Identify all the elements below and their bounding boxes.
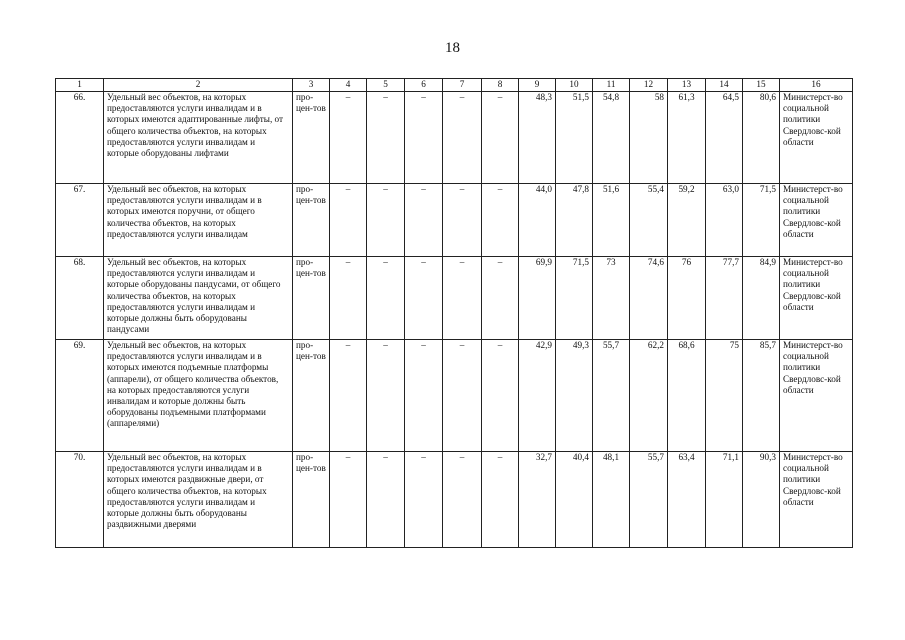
- column-header: 9: [519, 79, 556, 92]
- year-value-cell: 55,4: [630, 184, 668, 257]
- column-header: 1: [56, 79, 104, 92]
- table-row: [56, 340, 853, 452]
- year-value-cell: 54,8: [593, 92, 630, 184]
- empty-year-cell: –: [367, 184, 405, 257]
- empty-year-cell: –: [330, 92, 367, 184]
- empty-year-cell: –: [330, 340, 367, 452]
- column-header: 5: [367, 79, 405, 92]
- year-value-cell: 32,7: [519, 452, 556, 548]
- year-value-cell: 71,1: [706, 452, 743, 548]
- year-value-cell: 55,7: [593, 340, 630, 452]
- year-value-cell: 69,9: [519, 257, 556, 340]
- year-value-cell: 73: [593, 257, 630, 340]
- empty-year-cell: –: [405, 92, 443, 184]
- responsible-organization: Министерст-во социальной политики Свердловс-кой области: [780, 340, 853, 452]
- column-header: 3: [293, 79, 330, 92]
- column-header: 7: [443, 79, 482, 92]
- responsible-organization: Министерст-во социальной политики Свердловс-кой области: [780, 184, 853, 257]
- year-value-cell: 63,4: [668, 452, 706, 548]
- column-header: 12: [630, 79, 668, 92]
- year-value-cell: 77,7: [706, 257, 743, 340]
- empty-year-cell: –: [367, 340, 405, 452]
- column-header: 8: [482, 79, 519, 92]
- table-row: [56, 257, 853, 340]
- unit-cell: про-цен-тов: [293, 452, 330, 548]
- year-value-cell: 68,6: [668, 340, 706, 452]
- empty-year-cell: –: [405, 184, 443, 257]
- unit-cell: про-цен-тов: [293, 184, 330, 257]
- year-value-cell: 75: [706, 340, 743, 452]
- column-number-row: [56, 79, 853, 92]
- responsible-organization: Министерст-во социальной политики Свердловс-кой области: [780, 92, 853, 184]
- year-value-cell: 58: [630, 92, 668, 184]
- column-header: 13: [668, 79, 706, 92]
- row-number: 69.: [56, 340, 104, 452]
- row-number: 66.: [56, 92, 104, 184]
- indicator-description: Удельный вес объектов, на которых предоставляются услуги инвалидам и в которых имеются раздвижные двери, от общего количества объектов, на которых предоставляются услуги инвалидам и которые должны быть оборудованы раздвижными дверями: [104, 452, 293, 548]
- empty-year-cell: –: [443, 92, 482, 184]
- year-value-cell: 40,4: [556, 452, 593, 548]
- empty-year-cell: –: [443, 257, 482, 340]
- table-row: [56, 184, 853, 257]
- empty-year-cell: –: [443, 184, 482, 257]
- year-value-cell: 48,1: [593, 452, 630, 548]
- year-value-cell: 62,2: [630, 340, 668, 452]
- indicator-description: Удельный вес объектов, на которых предоставляются услуги инвалидам и в которых имеются подъемные платформы (аппарели), от общего количества объектов, на которых предоставляются услуги инвалидам и которые должны быть оборудованы подъемными платформами (аппарелями): [104, 340, 293, 452]
- empty-year-cell: –: [405, 257, 443, 340]
- empty-year-cell: –: [482, 452, 519, 548]
- column-header: 2: [104, 79, 293, 92]
- empty-year-cell: –: [330, 452, 367, 548]
- indicator-table: [55, 78, 853, 548]
- empty-year-cell: –: [482, 184, 519, 257]
- year-value-cell: 48,3: [519, 92, 556, 184]
- year-value-cell: 49,3: [556, 340, 593, 452]
- year-value-cell: 47,8: [556, 184, 593, 257]
- column-header: 4: [330, 79, 367, 92]
- column-header: 16: [780, 79, 853, 92]
- empty-year-cell: –: [330, 257, 367, 340]
- empty-year-cell: –: [443, 340, 482, 452]
- empty-year-cell: –: [367, 452, 405, 548]
- empty-year-cell: –: [482, 92, 519, 184]
- year-value-cell: 90,3: [743, 452, 780, 548]
- year-value-cell: 76: [668, 257, 706, 340]
- year-value-cell: 71,5: [556, 257, 593, 340]
- year-value-cell: 42,9: [519, 340, 556, 452]
- table-body: [56, 92, 853, 548]
- unit-cell: про-цен-тов: [293, 340, 330, 452]
- year-value-cell: 71,5: [743, 184, 780, 257]
- year-value-cell: 85,7: [743, 340, 780, 452]
- empty-year-cell: –: [405, 340, 443, 452]
- column-header: 14: [706, 79, 743, 92]
- page-number: 18: [445, 40, 460, 56]
- year-value-cell: 44,0: [519, 184, 556, 257]
- column-header: 15: [743, 79, 780, 92]
- responsible-organization: Министерст-во социальной политики Свердловс-кой области: [780, 452, 853, 548]
- empty-year-cell: –: [482, 257, 519, 340]
- year-value-cell: 64,5: [706, 92, 743, 184]
- column-header: 11: [593, 79, 630, 92]
- empty-year-cell: –: [482, 340, 519, 452]
- empty-year-cell: –: [330, 184, 367, 257]
- empty-year-cell: –: [367, 92, 405, 184]
- unit-cell: про-цен-тов: [293, 257, 330, 340]
- unit-cell: про-цен-тов: [293, 92, 330, 184]
- year-value-cell: 51,5: [556, 92, 593, 184]
- indicator-description: Удельный вес объектов, на которых предоставляются услуги инвалидам и в которых имеются адаптированные лифты, от общего количества объектов, на которых предоставляются услуги инвалидам и которые оборудованы лифтами: [104, 92, 293, 184]
- year-value-cell: 84,9: [743, 257, 780, 340]
- row-number: 67.: [56, 184, 104, 257]
- indicator-description: Удельный вес объектов, на которых предоставляются услуги инвалидам и которые оборудованы пандусами, от общего количества объектов, на которых предоставляются услуги инвалидам и которые должны быть оборудованы пандусами: [104, 257, 293, 340]
- year-value-cell: 61,3: [668, 92, 706, 184]
- row-number: 70.: [56, 452, 104, 548]
- table-row: [56, 452, 853, 548]
- table-row: [56, 92, 853, 184]
- year-value-cell: 51,6: [593, 184, 630, 257]
- row-number: 68.: [56, 257, 104, 340]
- empty-year-cell: –: [405, 452, 443, 548]
- year-value-cell: 59,2: [668, 184, 706, 257]
- year-value-cell: 80,6: [743, 92, 780, 184]
- empty-year-cell: –: [367, 257, 405, 340]
- column-header: 6: [405, 79, 443, 92]
- column-header: 10: [556, 79, 593, 92]
- indicator-description: Удельный вес объектов, на которых предоставляются услуги инвалидам и в которых имеются поручни, от общего количества объектов, на которых предоставляются услуги инвалидам: [104, 184, 293, 257]
- empty-year-cell: –: [443, 452, 482, 548]
- year-value-cell: 55,7: [630, 452, 668, 548]
- year-value-cell: 63,0: [706, 184, 743, 257]
- year-value-cell: 74,6: [630, 257, 668, 340]
- responsible-organization: Министерст-во социальной политики Свердловс-кой области: [780, 257, 853, 340]
